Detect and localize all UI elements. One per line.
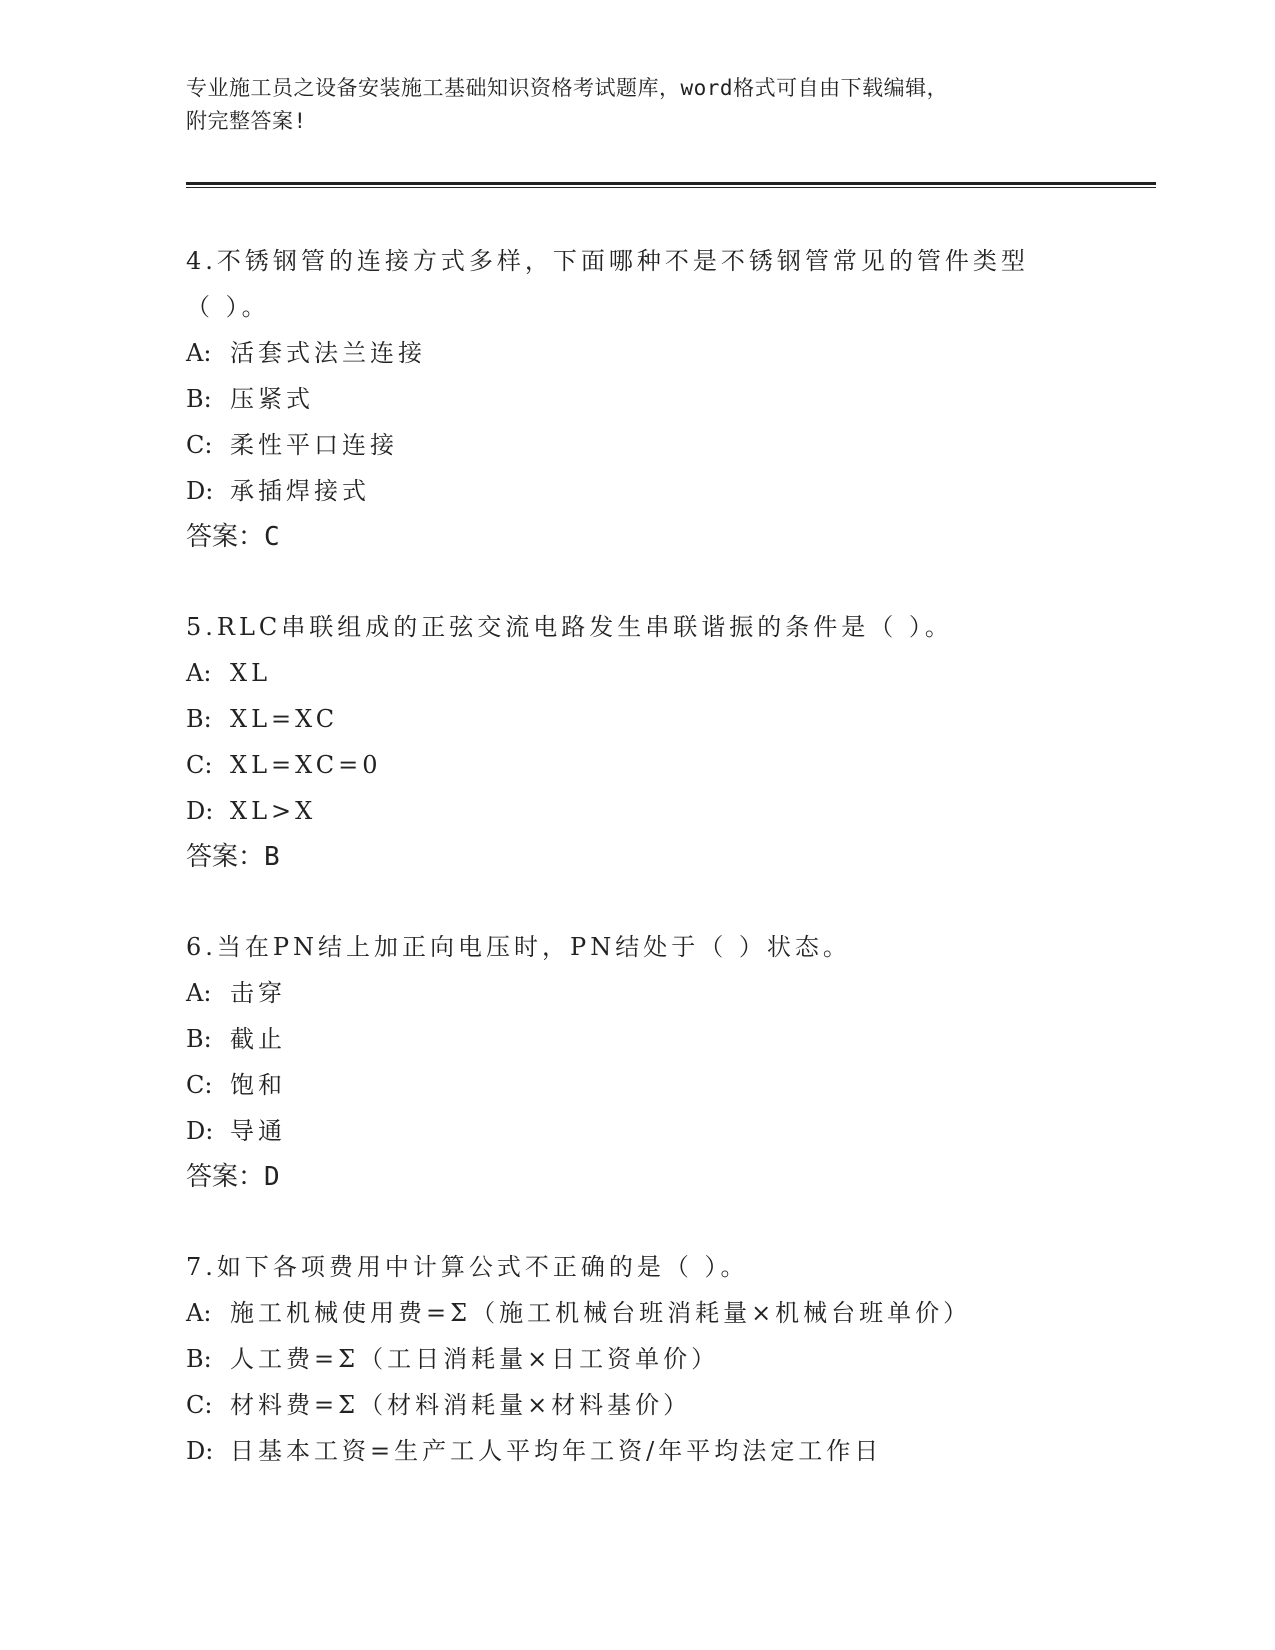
- option-letter: B:: [186, 1025, 212, 1053]
- option-letter: A:: [186, 1299, 212, 1327]
- option-letter: A:: [186, 979, 212, 1007]
- option-text: 承插焊接式: [230, 477, 370, 505]
- option-d: [186, 788, 1156, 834]
- option-text: 饱和: [230, 1071, 286, 1099]
- answer: 答案：C: [186, 522, 280, 552]
- option-text: 击穿: [230, 979, 286, 1007]
- option-b: [186, 1016, 1156, 1062]
- option-b: [186, 376, 1156, 422]
- option-letter: A:: [186, 339, 212, 367]
- question-title: 5.RLC串联组成的正弦交流电路发生串联谐振的条件是（ ）。: [186, 613, 953, 641]
- option-text: 导通: [230, 1117, 286, 1145]
- option-letter: C:: [186, 1071, 213, 1099]
- option-text: XL>X: [230, 797, 317, 825]
- option-text: 压紧式: [230, 385, 314, 413]
- header-line-2: 附完整答案!: [186, 109, 307, 133]
- option-text: 日基本工资=生产工人平均年工资/年平均法定工作日: [230, 1437, 883, 1465]
- option-c: [186, 742, 1156, 788]
- option-letter: C:: [186, 751, 213, 779]
- option-text: 人工费=Σ（工日消耗量×日工资单价）: [230, 1345, 720, 1373]
- question-4: [186, 238, 1156, 560]
- option-text: XL=XC=0: [230, 751, 382, 779]
- option-text: XL=XC: [230, 705, 339, 733]
- option-text: 柔性平口连接: [230, 431, 398, 459]
- header-divider: [186, 182, 1156, 188]
- option-letter: C:: [186, 1391, 213, 1419]
- option-text: XL: [230, 659, 272, 687]
- header-line-1: 专业施工员之设备安装施工基础知识资格考试题库，word格式可自由下载编辑，: [186, 76, 949, 100]
- option-letter: B:: [186, 705, 212, 733]
- question-title: 6.当在PN结上加正向电压时，PN结处于（ ）状态。: [186, 933, 851, 961]
- option-b: [186, 1336, 1156, 1382]
- option-text: 材料费=Σ（材料消耗量×材料基价）: [230, 1391, 692, 1419]
- option-letter: D:: [186, 477, 214, 505]
- option-a: [186, 1290, 1156, 1336]
- question-6: [186, 924, 1156, 1200]
- question-title: 7.如下各项费用中计算公式不正确的是（ ）。: [186, 1253, 749, 1281]
- option-letter: B:: [186, 385, 212, 413]
- document-header: [186, 72, 1156, 138]
- question-title: 4.不锈钢管的连接方式多样，下面哪种不是不锈钢管常见的管件类型: [186, 247, 1029, 275]
- option-b: [186, 696, 1156, 742]
- question-5: [186, 604, 1156, 880]
- answer: 答案：B: [186, 842, 280, 872]
- option-a: [186, 330, 1156, 376]
- option-d: [186, 1428, 1156, 1474]
- option-letter: D:: [186, 1117, 214, 1145]
- option-letter: C:: [186, 431, 213, 459]
- option-c: [186, 422, 1156, 468]
- option-letter: B:: [186, 1345, 212, 1373]
- option-d: [186, 468, 1156, 514]
- option-text: 活套式法兰连接: [230, 339, 426, 367]
- option-letter: D:: [186, 797, 214, 825]
- option-a: [186, 650, 1156, 696]
- question-7: [186, 1244, 1156, 1474]
- option-letter: D:: [186, 1437, 214, 1465]
- document-page: [186, 72, 1156, 1474]
- option-d: [186, 1108, 1156, 1154]
- option-a: [186, 970, 1156, 1016]
- option-c: [186, 1382, 1156, 1428]
- question-title-cont: （ ）。: [186, 293, 270, 321]
- answer: 答案：D: [186, 1162, 280, 1192]
- option-c: [186, 1062, 1156, 1108]
- option-text: 截止: [230, 1025, 286, 1053]
- option-letter: A:: [186, 659, 212, 687]
- option-text: 施工机械使用费=Σ（施工机械台班消耗量×机械台班单价）: [230, 1299, 972, 1327]
